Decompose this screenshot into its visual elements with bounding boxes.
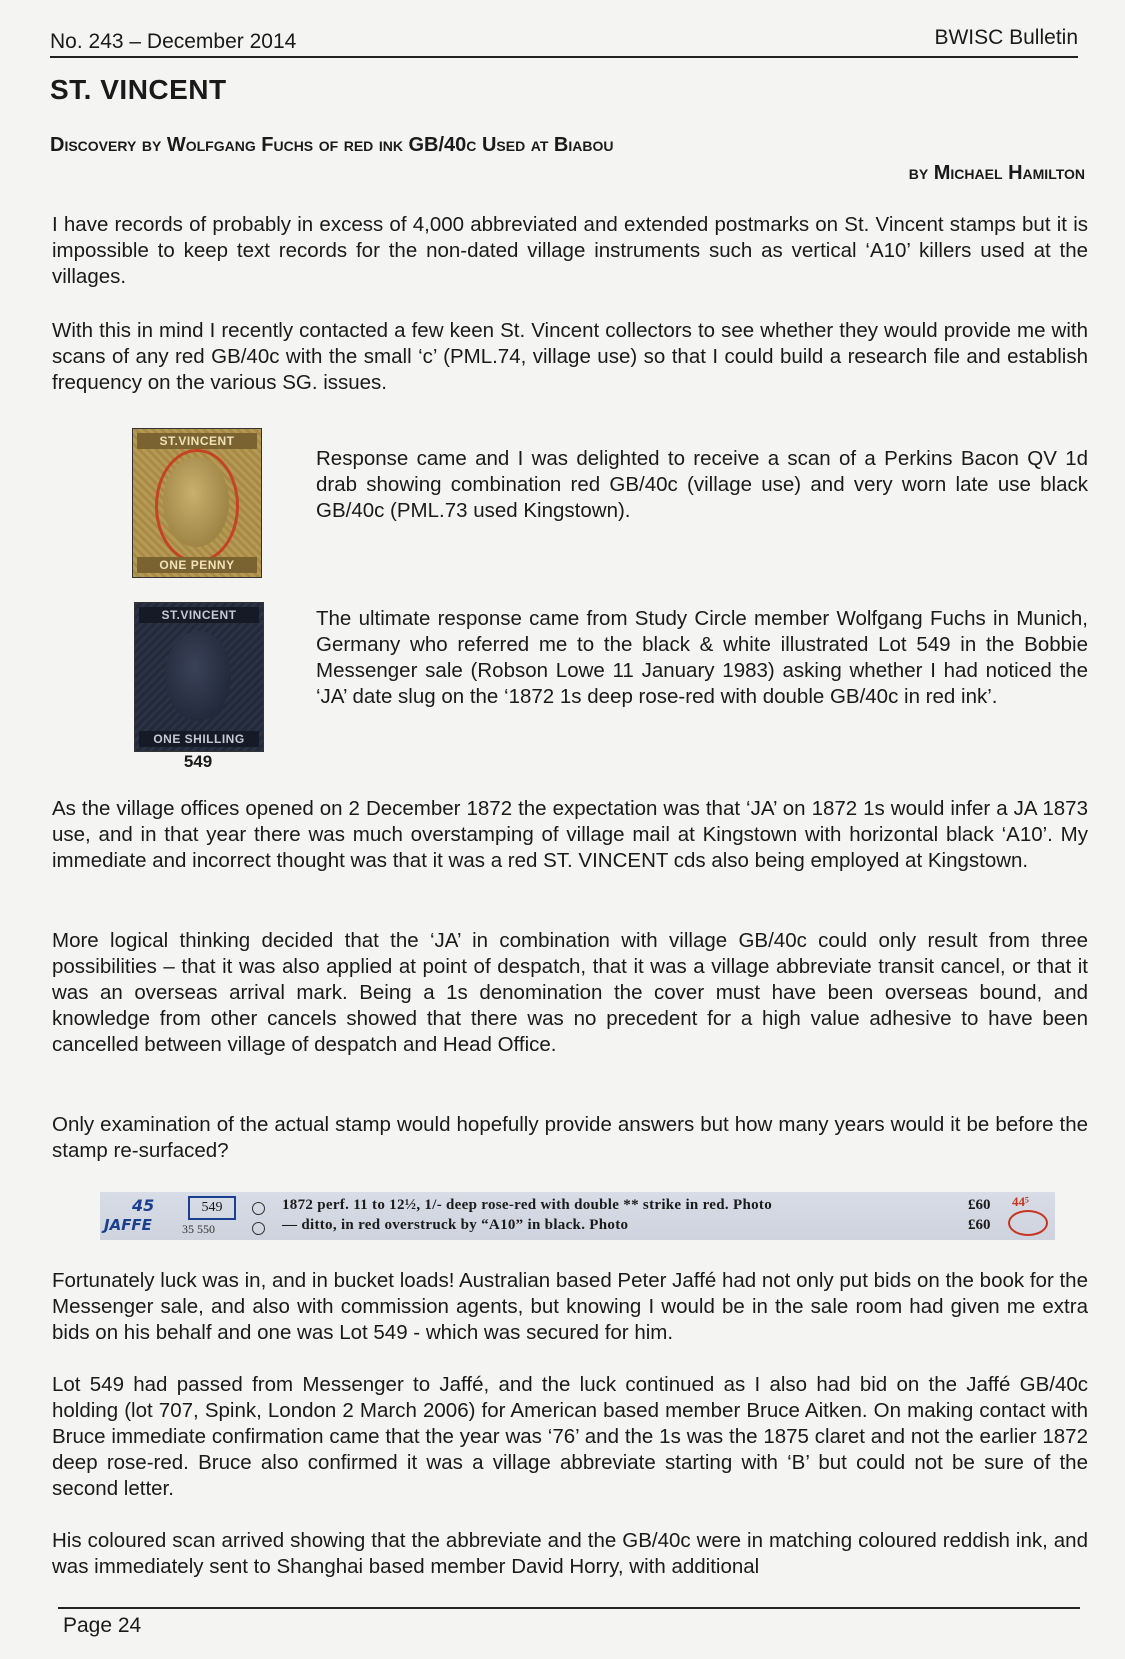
- page-header: [50, 26, 1078, 58]
- footer-divider: [58, 1607, 1080, 1609]
- section-title: ST. VINCENT: [50, 74, 227, 105]
- paragraph-3: Response came and I was delighted to receive a scan of a Perkins Bacon QV 1d drab showing combination red GB/40c (village use) and very worn late use black GB/40c (PML.73 used Kingstown).: [316, 447, 1088, 522]
- paragraph-10: His coloured scan arrived showing that the abbreviate and the GB/40c were in matching coloured reddish ink, and was immediately sent to Shanghai based member David Horry, with additional: [52, 1529, 1088, 1578]
- paragraph-8: Fortunately luck was in, and in bucket loads! Australian based Peter Jaffé had not only put bids on the book for the Messenger sale, and also with commission agents, but knowing I would be in the sale room had given me extra bids on his behalf and one was Lot 549 - which was secured for him.: [52, 1269, 1088, 1344]
- handwritten-note: 45: [132, 1196, 155, 1215]
- bulletin-title: BWISC Bulletin: [934, 26, 1078, 49]
- circle-bullet-icon: [252, 1202, 265, 1215]
- red-handwritten-note: 44⁵: [1012, 1194, 1029, 1209]
- catalogue-line: — ditto, in red overstruck by “A10” in black. Photo: [282, 1217, 629, 1233]
- price: £60: [968, 1217, 991, 1233]
- lot-number-box: 549: [188, 1196, 236, 1220]
- paragraph-1: I have records of probably in excess of 4,000 abbreviated and extended postmarks on St. Vincent stamps but it is impossible to keep text records for the non-dated village instruments such as vertical ‘A10’ killers used at the villages.: [52, 213, 1088, 288]
- paragraph-5: As the village offices opened on 2 December 1872 the expectation was that ‘JA’ on 1872 1s would infer a JA 1873 use, and in that year there was much overstamping of village mail at Kingstown with horizontal black ‘A10’. My immediate and incorrect thought was that it was a red ST. VINCENT cds also being employed at Kingstown.: [52, 797, 1088, 872]
- handwritten-name: JAFFE: [104, 1216, 152, 1234]
- paragraph-7: Only examination of the actual stamp would hopefully provide answers but how many years would it be before the stamp re-surfaced?: [52, 1113, 1088, 1162]
- issue-label: No. 243 – December 2014: [50, 30, 297, 53]
- stamp-top-label: ST.VINCENT: [139, 607, 259, 623]
- lot-caption: 549: [183, 752, 213, 771]
- article-byline: by Michael Hamilton: [908, 162, 1085, 184]
- catalogue-line: 1872 perf. 11 to 12½, 1/- deep rose-red with double ** strike in red. Photo: [282, 1197, 772, 1213]
- price: £60: [968, 1197, 991, 1213]
- page-number: Page 24: [63, 1614, 142, 1637]
- stamp-bottom-label: ONE SHILLING: [139, 731, 259, 747]
- circle-bullet-icon: [252, 1222, 265, 1235]
- stamp-bottom-label: ONE PENNY: [137, 557, 257, 573]
- paragraph-2: With this in mind I recently contacted a few keen St. Vincent collectors to see whether they would provide me with scans of any red GB/40c with the small ‘c’ (PML.74, village use) so that I could build a research file and establish frequency on the various SG. issues.: [52, 319, 1088, 394]
- stamp-top-label: ST.VINCENT: [137, 433, 257, 449]
- article-title: Discovery by Wolfgang Fuchs of red ink GB/40c Used at Biabou: [50, 134, 614, 156]
- paragraph-4: The ultimate response came from Study Circle member Wolfgang Fuchs in Munich, Germany who referred me to the black & white illustrated Lot 549 in the Bobbie Messenger sale (Robson Lowe 11 January 1983) asking whether I had noticed the ‘JA’ date slug on the ‘1872 1s deep rose-red with double GB/40c in red ink’.: [316, 607, 1088, 708]
- paragraph-6: More logical thinking decided that the ‘JA’ in combination with village GB/40c could only result from three possibilities – that it was also applied at point of despatch, that it was a village abbreviate transit cancel, or that it was an overseas arrival mark. Being a 1s denomination the cover must have been overseas bound, and knowledge from other cancels showed that there was no precedent for a high value adhesive to have been cancelled between village of despatch and Head Office.: [52, 929, 1088, 1056]
- paragraph-9: Lot 549 had passed from Messenger to Jaffé, and the luck continued as I also had bid on the Jaffé GB/40c holding (lot 707, Spink, London 2 March 2006) for American based member Bruce Aitken. On making contact with Bruce immediate confirmation came that the year was ‘76’ and the 1s was the 1875 claret and not the earlier 1872 deep rose-red. Bruce also confirmed it was a village abbreviate starting with ‘B’ but could not be sure of the second letter.: [52, 1373, 1088, 1500]
- red-cancel-mark-icon: [155, 449, 239, 563]
- queen-portrait-icon: [165, 631, 231, 721]
- next-lot-number: 35 550: [182, 1222, 215, 1236]
- catalogue-clipping: [100, 1192, 1055, 1240]
- stamp-image-shilling: [134, 602, 264, 752]
- red-circle-mark-icon: [1008, 1210, 1048, 1236]
- stamp-image-penny: [132, 428, 262, 578]
